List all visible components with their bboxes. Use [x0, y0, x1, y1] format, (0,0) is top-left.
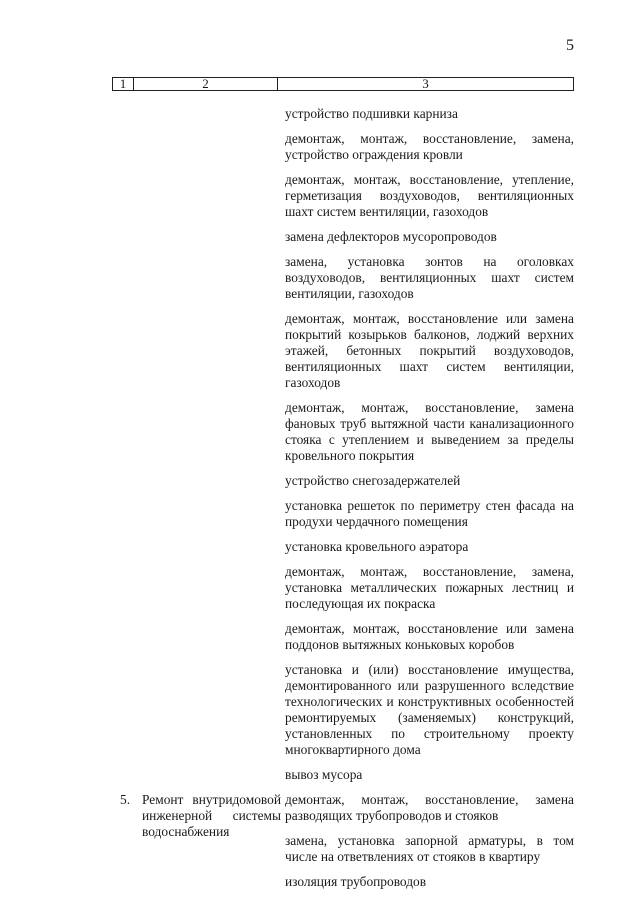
- list-item: демонтаж, монтаж, восстановление, замена, установка металлических пожарных лестниц и последующая их покраска: [285, 564, 574, 611]
- list-item: демонтаж, монтаж, восстановление или замена поддонов вытяжных коньковых коробов: [285, 621, 574, 652]
- list-item: установка решеток по периметру стен фасада на продухи чердачного помещения: [285, 498, 574, 529]
- list-item: демонтаж, монтаж, восстановление, утепление, герметизация воздуховодов, вентиляционных шахт систем вентиляции, газоходов: [285, 172, 574, 219]
- list-item: установка кровельного аэратора: [285, 539, 469, 554]
- list-item: демонтаж, монтаж, восстановление, замена разводящих трубопроводов и стояков: [285, 792, 574, 823]
- row-number: 5.: [120, 792, 131, 807]
- work-type: Ремонт внутридомовой инженерной системы водоснабжения: [142, 792, 281, 839]
- work-items-list: [285, 106, 574, 792]
- list-item: замена, установка зонтов на оголовках воздуховодов, вентиляционных шахт систем вентиляции, газоходов: [285, 254, 574, 301]
- list-item: установка и (или) восстановление имущества, демонтированного или разрушенного вследствие технологических и конструктивных особенностей ремонтируемых (заменяемых) конструкций, установленных по строительному проекту многоквартирного дома: [285, 662, 574, 757]
- list-item: демонтаж, монтаж, восстановление, замена фановых труб вытяжной части канализационного стояка с утеплением и выведением за пределы кровельного покрытия: [285, 400, 574, 463]
- work-items-list-row5: [285, 792, 574, 899]
- list-item: замена, установка запорной арматуры, в том числе на ответвлениях от стояков в квартиру: [285, 833, 574, 864]
- list-item: изоляция трубопроводов: [285, 874, 427, 889]
- table-body: [110, 106, 574, 899]
- list-item: вывоз мусора: [285, 767, 363, 782]
- list-item: демонтаж, монтаж, восстановление, замена, устройство ограждения кровли: [285, 131, 574, 162]
- header-col-2: 2: [134, 78, 278, 90]
- table-row-5: [110, 792, 574, 899]
- list-item: демонтаж, монтаж, восстановление или замена покрытий козырьков балконов, лоджий верхних этажей, бетонных покрытий воздуховодов, вентиляционных шахт систем вентиляции, газоходов: [285, 311, 574, 390]
- header-col-1: 1: [113, 78, 134, 90]
- list-item: устройство снегозадержателей: [285, 473, 461, 488]
- list-item: устройство подшивки карниза: [285, 106, 458, 121]
- list-item: замена дефлекторов мусоропроводов: [285, 229, 497, 244]
- page-number: 5: [566, 37, 574, 54]
- table-header-row: [112, 77, 574, 91]
- header-col-3: 3: [422, 76, 429, 91]
